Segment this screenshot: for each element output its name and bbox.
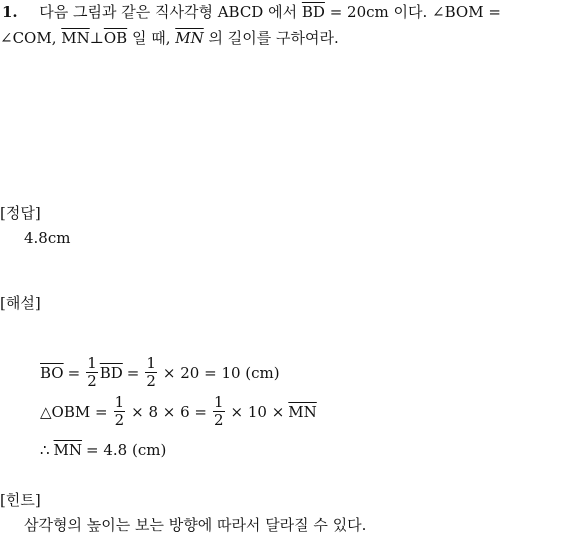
eq1-bd: $\overline{BD}$: [99, 363, 123, 382]
hint-heading: [힌트]: [0, 491, 41, 509]
segment-bd: $\overline{BD}$: [301, 3, 325, 21]
problem-text-1: 다음 그림과 같은 직사각형 ABCD 에서: [39, 3, 302, 21]
equation-1: [40, 356, 280, 389]
eq1-rest: × 20 = 10 (cm): [162, 363, 280, 382]
eq1-f1-num: 1: [87, 354, 97, 372]
eq1-f2-den: 2: [146, 372, 156, 390]
problem-text-4: 일 때,: [127, 29, 176, 47]
problem-text-5: 의 길이를 구하여라.: [203, 29, 339, 47]
segment-mn-italic: $\overline{MN}$: [175, 29, 204, 47]
eq2-f2-num: 1: [213, 393, 224, 411]
eq3-rest: = 4.8 (cm): [86, 441, 167, 459]
eq2-mid: × 8 × 6 =: [131, 402, 207, 421]
eq2-f1-num: 1: [114, 393, 125, 411]
solution-heading: [해설]: [0, 294, 41, 312]
problem-text-2: = 20cm 이다. ∠BOM =: [324, 3, 501, 21]
eq1-fraction-1: [86, 356, 98, 389]
answer-heading: [정답]: [0, 204, 41, 222]
eq2-tail: × 10 ×: [230, 402, 285, 421]
perp-symbol: ⊥: [89, 29, 104, 47]
eq1-f1-den: 2: [87, 372, 97, 390]
equation-3: [40, 441, 166, 459]
eq3-mn: $\overline{MN}$: [53, 441, 83, 459]
eq2-lhs: △OBM =: [40, 402, 108, 421]
eq2-mn: $\overline{MN}$: [288, 402, 317, 421]
segment-mn: $\overline{MN}$: [61, 29, 90, 47]
problem-line-1: [2, 1, 501, 22]
eq1-f2-num: 1: [146, 354, 156, 372]
problem-text-3: ∠COM,: [0, 29, 62, 47]
eq1-bo: $\overline{BO}$: [40, 363, 64, 382]
eq1-equals: =: [67, 363, 81, 382]
eq2-f2-den: 2: [213, 411, 224, 429]
eq1-equals-2: =: [126, 363, 140, 382]
problem-line-2: [0, 27, 339, 48]
eq2-f1-den: 2: [114, 411, 125, 429]
problem-number: 1.: [2, 3, 18, 21]
segment-ob: $\overline{OB}$: [103, 29, 128, 47]
eq2-fraction-2: [213, 395, 225, 428]
answer-value: 4.8cm: [24, 229, 71, 247]
equation-2: [40, 395, 317, 428]
eq2-fraction-1: [114, 395, 126, 428]
therefore-symbol: ∴: [40, 441, 50, 459]
hint-text: 삼각형의 높이는 보는 방향에 따라서 달라질 수 있다.: [24, 516, 367, 534]
eq1-fraction-2: [145, 356, 157, 389]
